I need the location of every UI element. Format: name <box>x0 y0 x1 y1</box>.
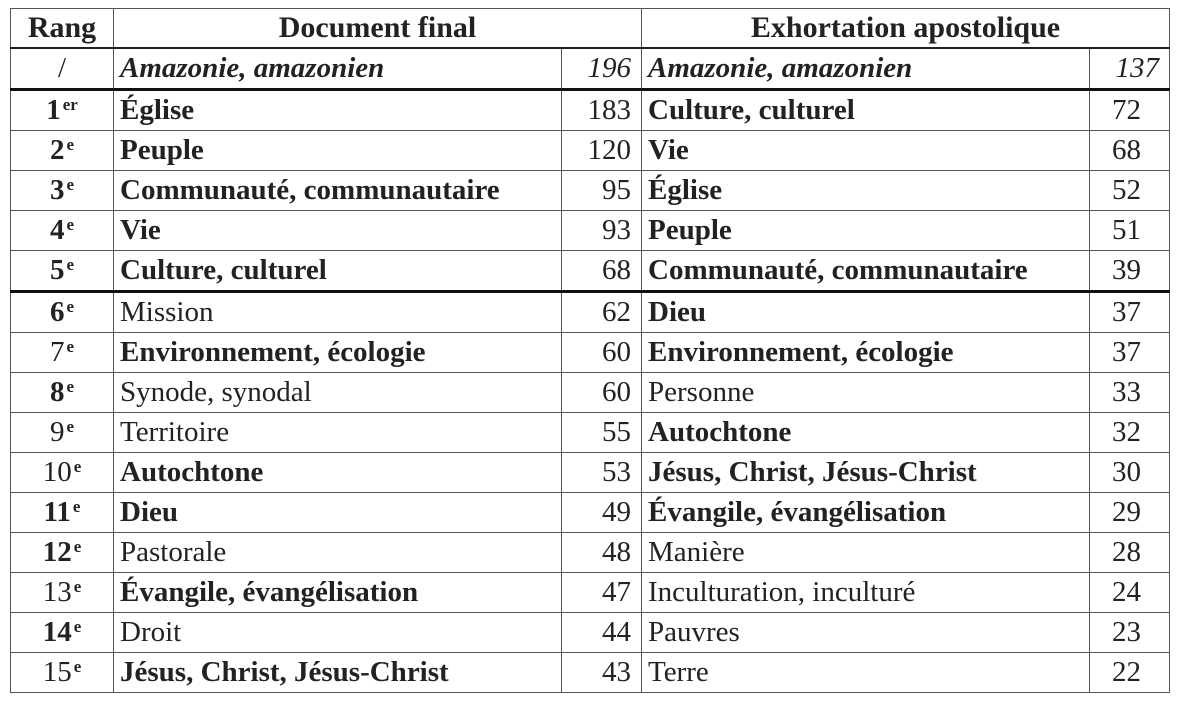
table-row <box>11 373 1170 413</box>
rank-suffix: e <box>66 337 75 356</box>
doc-count-cell: 120 <box>562 131 642 171</box>
rank-number: 10 <box>42 456 72 488</box>
rank-number: 12 <box>42 536 72 568</box>
exh-term-cell: Jésus, Christ, Jésus-Christ <box>642 453 1090 493</box>
doc-term-cell: Jésus, Christ, Jésus-Christ <box>114 653 562 693</box>
exh-term-cell: Culture, culturel <box>642 90 1090 131</box>
exh-term-cell: Inculturation, inculturé <box>642 573 1090 613</box>
doc-term-cell: Environnement, écologie <box>114 333 562 373</box>
exh-term-cell: Terre <box>642 653 1090 693</box>
word-frequency-table <box>10 8 1170 693</box>
exh-term-cell: Peuple <box>642 211 1090 251</box>
table-row <box>11 573 1170 613</box>
exh-count-cell: 37 <box>1090 292 1170 333</box>
exh-count-cell: 39 <box>1090 251 1170 292</box>
rank-cell <box>11 131 114 171</box>
header-document-final: Document final <box>114 9 642 49</box>
exh-term-cell: Communauté, communautaire <box>642 251 1090 292</box>
doc-term-cell: Mission <box>114 292 562 333</box>
total-doc-term: Amazonie, amazonien <box>114 48 562 90</box>
rank-number: 15 <box>42 656 72 688</box>
exh-term-cell: Vie <box>642 131 1090 171</box>
exh-term-cell: Autochtone <box>642 413 1090 453</box>
rank-cell <box>11 413 114 453</box>
doc-term-cell: Évangile, évangélisation <box>114 573 562 613</box>
exh-count-cell: 30 <box>1090 453 1170 493</box>
rank-suffix: e <box>66 297 75 316</box>
table-row <box>11 211 1170 251</box>
rank-suffix: e <box>66 135 75 154</box>
exh-count-cell: 29 <box>1090 493 1170 533</box>
doc-term-cell: Territoire <box>114 413 562 453</box>
rank-suffix: e <box>66 377 75 396</box>
rank-cell <box>11 373 114 413</box>
rank-suffix: e <box>72 497 81 516</box>
doc-term-cell: Dieu <box>114 493 562 533</box>
doc-term-cell: Pastorale <box>114 533 562 573</box>
exh-count-cell: 23 <box>1090 613 1170 653</box>
rank-number: 4 <box>49 214 65 246</box>
total-doc-count: 196 <box>562 48 642 90</box>
rank-number: 9 <box>49 416 65 448</box>
exh-count-cell: 37 <box>1090 333 1170 373</box>
rank-suffix: er <box>62 95 78 114</box>
doc-count-cell: 49 <box>562 493 642 533</box>
doc-count-cell: 62 <box>562 292 642 333</box>
table-row <box>11 90 1170 131</box>
rank-number: 14 <box>42 616 72 648</box>
table-row <box>11 453 1170 493</box>
doc-count-cell: 60 <box>562 333 642 373</box>
total-rank: / <box>11 48 114 90</box>
doc-count-cell: 48 <box>562 533 642 573</box>
rank-number: 11 <box>43 496 71 528</box>
table-row <box>11 251 1170 292</box>
rank-cell <box>11 292 114 333</box>
header-row <box>11 9 1170 49</box>
rank-number: 13 <box>42 576 72 608</box>
rank-number: 6 <box>49 296 65 328</box>
rank-number: 7 <box>49 336 65 368</box>
exh-term-cell: Dieu <box>642 292 1090 333</box>
total-exh-term: Amazonie, amazonien <box>642 48 1090 90</box>
header-exhortation-apostolique: Exhortation apostolique <box>642 9 1170 49</box>
rank-number: 5 <box>49 254 65 286</box>
table-row <box>11 653 1170 693</box>
doc-count-cell: 47 <box>562 573 642 613</box>
table-row <box>11 292 1170 333</box>
exh-term-cell: Pauvres <box>642 613 1090 653</box>
rank-cell <box>11 333 114 373</box>
rank-suffix: e <box>73 577 82 596</box>
rank-cell <box>11 533 114 573</box>
exh-term-cell: Église <box>642 171 1090 211</box>
rank-cell <box>11 90 114 131</box>
rank-cell <box>11 453 114 493</box>
table-row <box>11 171 1170 211</box>
rank-suffix: e <box>66 417 75 436</box>
exh-term-cell: Environnement, écologie <box>642 333 1090 373</box>
exh-count-cell: 51 <box>1090 211 1170 251</box>
rank-number: 8 <box>49 376 65 408</box>
doc-count-cell: 60 <box>562 373 642 413</box>
exh-count-cell: 33 <box>1090 373 1170 413</box>
exh-count-cell: 24 <box>1090 573 1170 613</box>
rank-cell <box>11 653 114 693</box>
doc-term-cell: Droit <box>114 613 562 653</box>
rank-number: 1 <box>46 94 61 126</box>
doc-term-cell: Communauté, communautaire <box>114 171 562 211</box>
rank-cell <box>11 573 114 613</box>
total-row <box>11 48 1170 90</box>
doc-count-cell: 183 <box>562 90 642 131</box>
doc-term-cell: Synode, synodal <box>114 373 562 413</box>
header-rank: Rang <box>11 9 114 49</box>
exh-term-cell: Personne <box>642 373 1090 413</box>
rank-number: 2 <box>49 134 65 166</box>
table-row <box>11 533 1170 573</box>
rank-suffix: e <box>66 255 75 274</box>
exh-term-cell: Évangile, évangélisation <box>642 493 1090 533</box>
table-row <box>11 413 1170 453</box>
doc-term-cell: Église <box>114 90 562 131</box>
rank-suffix: e <box>73 457 82 476</box>
doc-count-cell: 55 <box>562 413 642 453</box>
doc-count-cell: 43 <box>562 653 642 693</box>
exh-count-cell: 72 <box>1090 90 1170 131</box>
table-row <box>11 493 1170 533</box>
exh-count-cell: 22 <box>1090 653 1170 693</box>
rank-cell <box>11 211 114 251</box>
rank-cell <box>11 251 114 292</box>
rank-suffix: e <box>66 175 75 194</box>
exh-count-cell: 68 <box>1090 131 1170 171</box>
rank-suffix: e <box>73 657 82 676</box>
doc-term-cell: Culture, culturel <box>114 251 562 292</box>
doc-count-cell: 93 <box>562 211 642 251</box>
doc-count-cell: 44 <box>562 613 642 653</box>
rank-number: 3 <box>49 174 65 206</box>
table-row <box>11 333 1170 373</box>
doc-count-cell: 95 <box>562 171 642 211</box>
rank-cell <box>11 171 114 211</box>
doc-term-cell: Peuple <box>114 131 562 171</box>
exh-count-cell: 52 <box>1090 171 1170 211</box>
doc-term-cell: Vie <box>114 211 562 251</box>
table-row <box>11 131 1170 171</box>
rank-suffix: e <box>66 215 75 234</box>
exh-count-cell: 32 <box>1090 413 1170 453</box>
total-exh-count: 137 <box>1090 48 1170 90</box>
rank-cell <box>11 493 114 533</box>
rank-suffix: e <box>73 537 82 556</box>
word-frequency-table-container <box>10 8 1170 693</box>
table-row <box>11 613 1170 653</box>
rank-suffix: e <box>73 617 82 636</box>
doc-term-cell: Autochtone <box>114 453 562 493</box>
exh-term-cell: Manière <box>642 533 1090 573</box>
doc-count-cell: 68 <box>562 251 642 292</box>
doc-count-cell: 53 <box>562 453 642 493</box>
exh-count-cell: 28 <box>1090 533 1170 573</box>
rank-cell <box>11 613 114 653</box>
